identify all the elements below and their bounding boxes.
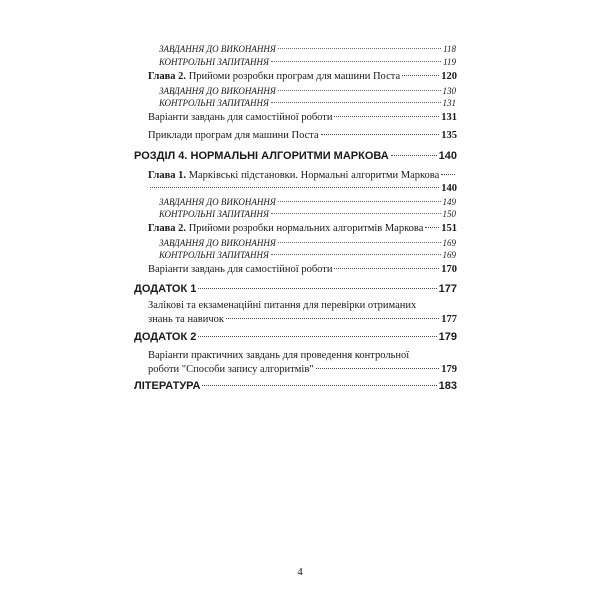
leader-dots bbox=[271, 102, 441, 103]
toc-entry bbox=[159, 86, 456, 96]
toc-entry-label: ЗАВДАННЯ ДО ВИКОНАННЯ bbox=[159, 44, 276, 54]
toc-entry-label: ЗАВДАННЯ ДО ВИКОНАННЯ bbox=[159, 238, 276, 248]
toc-entry-page-line bbox=[148, 183, 457, 194]
leader-dots bbox=[425, 227, 439, 228]
toc-entry-page: 130 bbox=[442, 86, 456, 96]
toc-entry-label: КОНТРОЛЬНІ ЗАПИТАННЯ bbox=[159, 209, 269, 219]
toc-section-heading bbox=[134, 150, 457, 162]
toc-entry-prefix: Глава 2. bbox=[148, 223, 187, 234]
toc-entry bbox=[159, 238, 456, 248]
toc-entry bbox=[148, 223, 457, 234]
toc-entry bbox=[159, 57, 456, 67]
leader-dots bbox=[321, 134, 440, 135]
leader-dots bbox=[278, 242, 441, 243]
toc-entry-page: 140 bbox=[441, 183, 457, 194]
toc-entry bbox=[159, 250, 456, 260]
leader-dots bbox=[150, 187, 439, 188]
toc-section-heading bbox=[134, 283, 457, 295]
toc-entry-label-line1: Залікові та екзаменаційні питання для перевірки отриманих bbox=[148, 300, 417, 311]
toc-entry-page: 131 bbox=[441, 112, 457, 123]
toc-entry-page: 177 bbox=[441, 314, 457, 325]
toc-entry-page: 151 bbox=[441, 223, 457, 234]
leader-dots bbox=[391, 155, 437, 156]
toc-entry-prefix: Глава 2. bbox=[148, 71, 187, 82]
toc-entry-label: Марківські підстановки. Нормальні алгоритми Маркова bbox=[188, 170, 440, 181]
toc-entry-page: 169 bbox=[442, 238, 456, 248]
toc-entry-label-line2: знань та навичок bbox=[148, 314, 224, 325]
toc-entry-label-line1: Варіанти практичних завдань для проведення контрольної bbox=[148, 350, 410, 361]
toc-entry bbox=[148, 71, 457, 82]
leader-dots bbox=[316, 368, 440, 369]
toc-entry-label: Прийоми розробки нормальних алгоритмів Маркова bbox=[188, 223, 424, 234]
toc-entry-label: ДОДАТОК 2 bbox=[134, 331, 197, 343]
toc-entry-label: КОНТРОЛЬНІ ЗАПИТАННЯ bbox=[159, 250, 269, 260]
toc-entry-label: Прийоми розробки програм для машини Поста bbox=[188, 71, 401, 82]
toc-entry bbox=[159, 44, 456, 54]
leader-dots bbox=[278, 90, 441, 91]
leader-dots bbox=[441, 174, 455, 175]
toc-entry-page: 120 bbox=[441, 71, 457, 82]
leader-dots bbox=[271, 61, 441, 62]
toc-entry-page: 135 bbox=[441, 130, 457, 141]
toc-section-heading bbox=[134, 380, 457, 392]
toc-entry bbox=[148, 349, 457, 377]
toc-entry bbox=[148, 299, 457, 327]
toc-entry bbox=[159, 209, 456, 219]
leader-dots bbox=[278, 201, 441, 202]
toc-entry-label: РОЗДІЛ 4. НОРМАЛЬНІ АЛГОРИТМИ МАРКОВА bbox=[134, 150, 389, 162]
leader-dots bbox=[271, 213, 441, 214]
toc-section-heading bbox=[134, 331, 457, 343]
toc-entry-page: 169 bbox=[442, 250, 456, 260]
leader-dots bbox=[334, 268, 439, 269]
toc-entry-page: 183 bbox=[438, 380, 457, 392]
leader-dots bbox=[278, 48, 441, 49]
leader-dots bbox=[271, 254, 441, 255]
toc-entry-label: ЗАВДАННЯ ДО ВИКОНАННЯ bbox=[159, 86, 276, 96]
toc-entry bbox=[148, 170, 457, 181]
toc-entry-prefix: Глава 1. bbox=[148, 170, 187, 181]
toc-entry-page: 149 bbox=[442, 197, 456, 207]
toc-entry bbox=[148, 264, 457, 275]
toc-entry-page: 170 bbox=[441, 264, 457, 275]
leader-dots bbox=[198, 288, 436, 289]
toc-entry-page: 177 bbox=[438, 283, 457, 295]
toc-entry-page: 118 bbox=[443, 44, 456, 54]
toc-entry-label: Варіанти завдань для самостійної роботи bbox=[148, 264, 333, 275]
toc-entry bbox=[159, 197, 456, 207]
toc-entry-page: 150 bbox=[442, 209, 456, 219]
leader-dots bbox=[198, 336, 436, 337]
leader-dots bbox=[202, 385, 436, 386]
toc-entry-label: ЗАВДАННЯ ДО ВИКОНАННЯ bbox=[159, 197, 276, 207]
toc-entry-label: КОНТРОЛЬНІ ЗАПИТАННЯ bbox=[159, 57, 269, 67]
toc-entry-label-line2: роботи "Способи запису алгоритмів" bbox=[148, 364, 314, 375]
leader-dots bbox=[334, 116, 439, 117]
toc-entry-page: 179 bbox=[441, 364, 457, 375]
toc-entry-page: 179 bbox=[438, 331, 457, 343]
toc-entry-label: КОНТРОЛЬНІ ЗАПИТАННЯ bbox=[159, 98, 269, 108]
toc-entry bbox=[159, 98, 456, 108]
toc-entry-label: Приклади програм для машини Поста bbox=[148, 130, 319, 141]
page-number: 4 bbox=[297, 566, 303, 578]
toc-entry-label: ДОДАТОК 1 bbox=[134, 283, 197, 295]
leader-dots bbox=[226, 318, 439, 319]
toc-entry-label: Варіанти завдань для самостійної роботи bbox=[148, 112, 333, 123]
leader-dots bbox=[402, 75, 439, 76]
toc-entry-page: 140 bbox=[438, 150, 457, 162]
toc-entry bbox=[148, 112, 457, 123]
toc-entry bbox=[148, 130, 457, 141]
toc-entry-page: 131 bbox=[442, 98, 456, 108]
toc-entry-page: 119 bbox=[443, 57, 456, 67]
toc-entry-label: ЛІТЕРАТУРА bbox=[134, 380, 201, 392]
